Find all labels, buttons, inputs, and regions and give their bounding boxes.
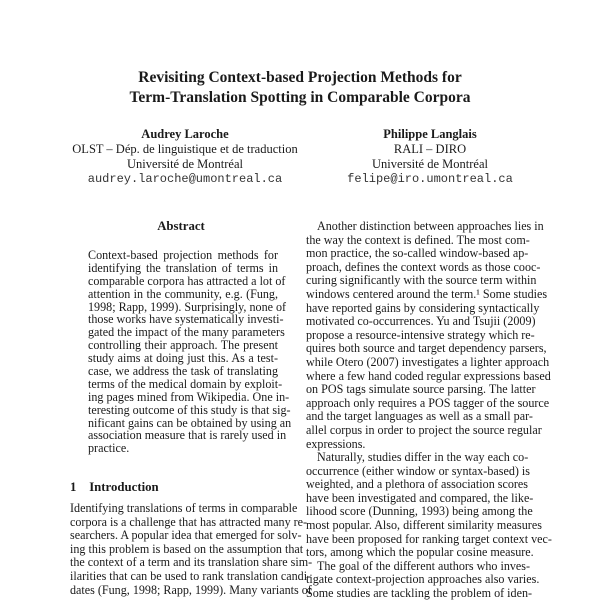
title-line: Revisiting Context-based Projection Methods for [138, 69, 462, 86]
text-line: the way the context is defined. The most com- [306, 232, 530, 247]
text-line: 1998; Rapp, 1999). Surprisingly, none of [88, 299, 287, 314]
text-line: tigate context-projection approaches also varies. [306, 572, 540, 587]
text-line: those works have systematically investi- [88, 312, 284, 327]
author-affiliation: RALI – DIRO [393, 142, 467, 156]
right-column-body [306, 219, 552, 601]
text-line: teresting outcome of this study is that sig- [88, 402, 291, 417]
text-line: weighted, and a plethora of association scores [306, 477, 528, 492]
text-line: ing this problem is based on the assumption that [70, 541, 304, 556]
text-line: Naturally, studies differ in the way each co- [317, 450, 529, 465]
text-line: Some studies are tackling the problem of iden- [306, 586, 533, 601]
text-line: Identifying translations of terms in comparable [70, 501, 298, 515]
text-line: corpora is a challenge that has attracted many re- [70, 514, 308, 529]
text-line: have been proposed for ranking target context vec- [306, 531, 552, 546]
text-line: occurrence (either window or syntax-based) is [306, 463, 530, 478]
introduction-body [70, 501, 313, 597]
text-line: mon practice, the so-called window-based ap- [306, 246, 529, 261]
text-line: while Otero (2007) investigates a lighter approach [306, 354, 550, 369]
text-line: practice. [88, 441, 130, 456]
author-email: audrey.laroche@umontreal.ca [87, 172, 283, 186]
text-line: have reported gains by considering syntactically [306, 300, 540, 315]
author-block [60, 127, 310, 187]
title-line: Term-Translation Spotting in Comparable Corpora [129, 89, 471, 106]
text-line: comparable corpora has attracted a lot of [88, 273, 286, 288]
text-line: windows centered around the term.¹ Some studies [306, 286, 548, 301]
text-line: where a few hand coded regular expressions based [306, 368, 551, 383]
text-line: quires both source and target dependency parsers, [306, 341, 547, 356]
text-line: most popular. Also, different similarity measures [306, 518, 542, 533]
section-number: 1 [70, 480, 77, 494]
text-line: dates (Fung, 1998; Rapp, 1999). Many variants of [70, 582, 312, 597]
text-line: searchers. A popular idea that emerged for solv- [70, 528, 302, 543]
author-name: Philippe Langlais [383, 127, 477, 141]
text-line: expressions. [306, 436, 366, 451]
text-line: study aims at doing just this. As a test- [88, 351, 278, 366]
text-line: case, we address the task of translating [88, 364, 278, 379]
text-line: identifying the translation of terms in [88, 260, 278, 275]
text-line: proach, defines the context words as those cooc- [306, 259, 541, 274]
author-university: Université de Montréal [127, 157, 243, 171]
section-title: Introduction [89, 480, 159, 494]
text-line: on POS tags simulate source parsing. The latter [306, 382, 536, 397]
author-name: Audrey Laroche [141, 127, 229, 141]
abstract-body [88, 248, 292, 456]
text-line: allel corpus in order to project the source regular [306, 422, 542, 437]
abstract-heading: Abstract [157, 219, 205, 233]
text-line: motivated co-occurrences. Yu and Tsujii (2009) [306, 314, 536, 329]
text-line: the context of a term and its translation share sim- [70, 555, 313, 570]
text-line: gated the impact of the many parameters [88, 325, 285, 340]
text-line: attention in the community, e.g. (Fung, [88, 286, 278, 301]
text-line: and the target languages as well as a small par- [306, 409, 533, 424]
text-line: ing pages mined from Wikipedia. One in- [88, 389, 290, 404]
text-line: have been investigated and compared, the like- [306, 490, 534, 505]
text-line: association measure that is rarely used in [88, 428, 287, 443]
section-heading-introduction [70, 480, 159, 495]
text-line: Another distinction between approaches lies in [317, 219, 544, 233]
text-line: tors, among which the popular cosine measure. [306, 545, 534, 560]
text-line: The goal of the different authors who inves- [317, 558, 531, 573]
author-email: felipe@iro.umontreal.ca [347, 172, 513, 186]
text-line: terms of the medical domain by exploit- [88, 376, 283, 391]
text-line: approach only requires a POS tagger of the source [306, 395, 550, 410]
author-block [300, 127, 560, 187]
author-university: Université de Montréal [372, 157, 488, 171]
text-line: nificant gains can be obtained by using an [88, 415, 292, 430]
paper-title [0, 68, 600, 108]
text-line: curing significantly with the source term within [306, 273, 537, 288]
text-line: propose a resource-intensive strategy which re- [306, 327, 535, 342]
text-line: lihood score (Dunning, 1993) being among the [306, 504, 533, 519]
text-line: controlling their approach. The present [88, 338, 278, 353]
author-affiliation: OLST – Dép. de linguistique et de traduction [72, 142, 298, 156]
text-line: ilarities that can be used to rank translation candi- [70, 568, 312, 583]
text-line: Context-based projection methods for [88, 248, 278, 262]
